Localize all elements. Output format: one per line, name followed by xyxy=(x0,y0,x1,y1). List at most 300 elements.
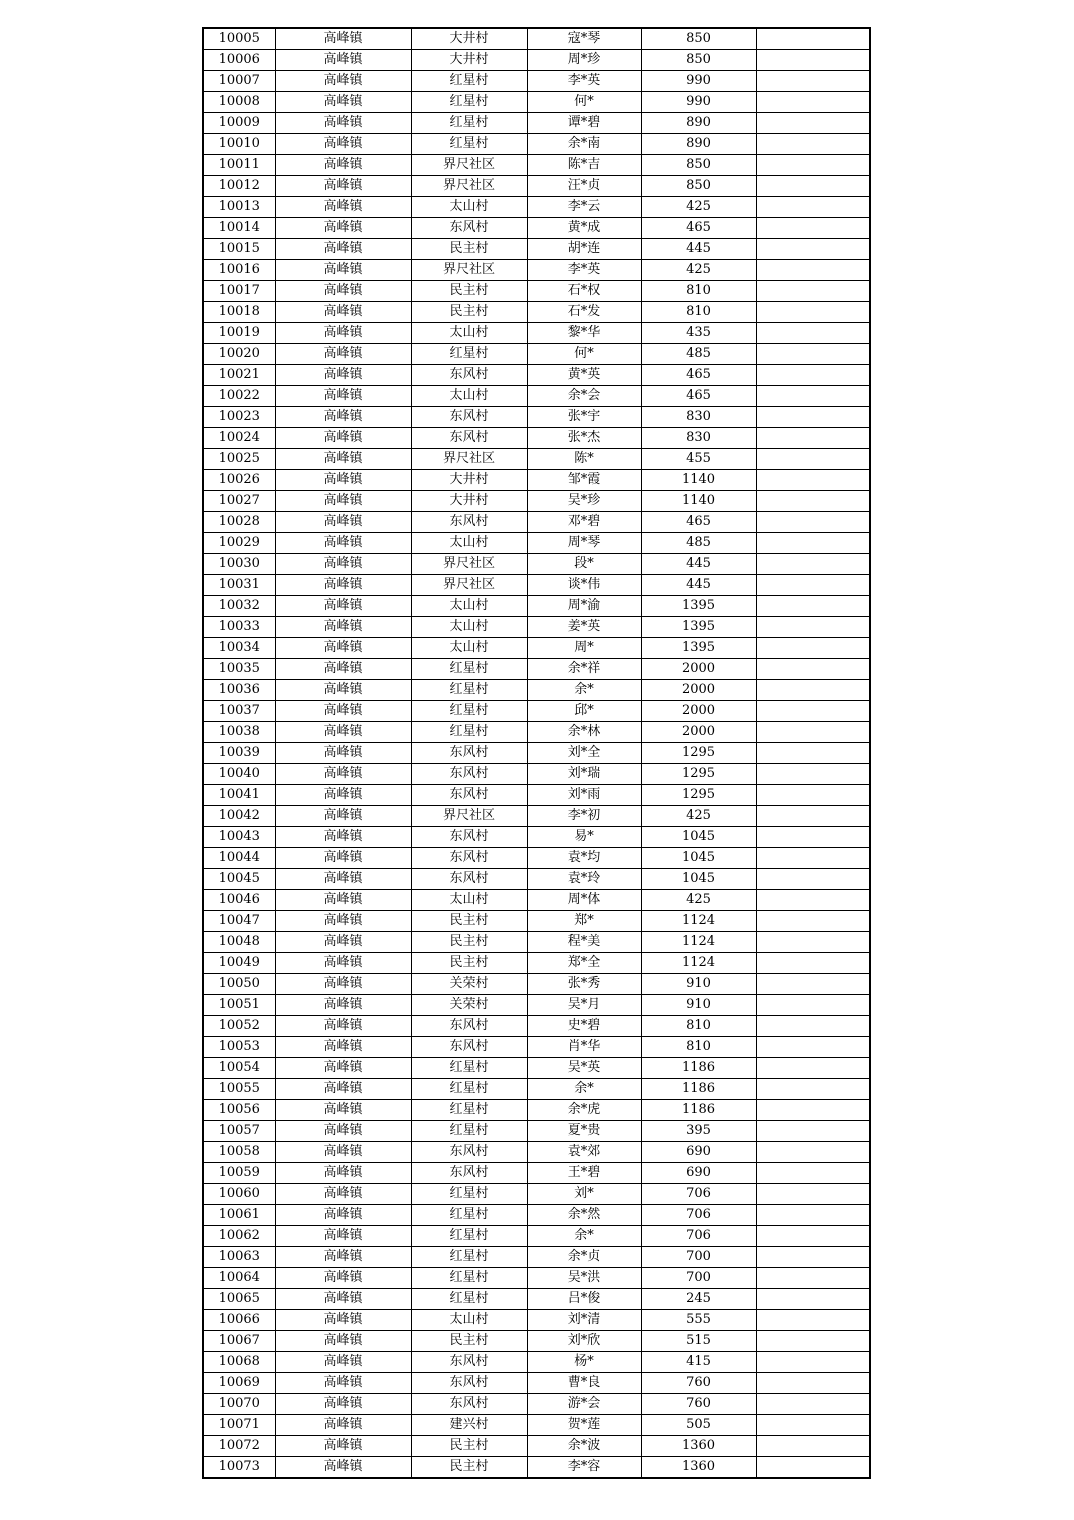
id-cell: 10018 xyxy=(203,302,275,323)
id-cell: 10021 xyxy=(203,365,275,386)
table-row xyxy=(203,890,870,911)
table-row xyxy=(203,1394,870,1415)
table-row xyxy=(203,218,870,239)
amount-cell: 415 xyxy=(641,1352,756,1373)
id-cell: 10059 xyxy=(203,1163,275,1184)
table-row xyxy=(203,932,870,953)
note-cell xyxy=(756,869,870,890)
table-row xyxy=(203,974,870,995)
name-cell: 余*会 xyxy=(527,386,641,407)
table-row xyxy=(203,239,870,260)
village-cell: 红星村 xyxy=(411,1247,527,1268)
town-cell: 高峰镇 xyxy=(275,260,411,281)
village-cell: 红星村 xyxy=(411,680,527,701)
note-cell xyxy=(756,1205,870,1226)
amount-cell: 1186 xyxy=(641,1079,756,1100)
village-cell: 建兴村 xyxy=(411,1415,527,1436)
name-cell: 王*碧 xyxy=(527,1163,641,1184)
note-cell xyxy=(756,260,870,281)
town-cell: 高峰镇 xyxy=(275,1310,411,1331)
name-cell: 游*会 xyxy=(527,1394,641,1415)
name-cell: 周* xyxy=(527,638,641,659)
town-cell: 高峰镇 xyxy=(275,533,411,554)
village-cell: 太山村 xyxy=(411,197,527,218)
note-cell xyxy=(756,218,870,239)
amount-cell: 425 xyxy=(641,806,756,827)
town-cell: 高峰镇 xyxy=(275,638,411,659)
town-cell: 高峰镇 xyxy=(275,71,411,92)
id-cell: 10020 xyxy=(203,344,275,365)
town-cell: 高峰镇 xyxy=(275,1352,411,1373)
amount-cell: 1140 xyxy=(641,470,756,491)
note-cell xyxy=(756,1394,870,1415)
note-cell xyxy=(756,785,870,806)
village-cell: 东风村 xyxy=(411,1352,527,1373)
town-cell: 高峰镇 xyxy=(275,28,411,50)
id-cell: 10038 xyxy=(203,722,275,743)
id-cell: 10055 xyxy=(203,1079,275,1100)
table-row xyxy=(203,491,870,512)
id-cell: 10031 xyxy=(203,575,275,596)
name-cell: 李*英 xyxy=(527,71,641,92)
note-cell xyxy=(756,1268,870,1289)
note-cell xyxy=(756,827,870,848)
amount-cell: 1186 xyxy=(641,1058,756,1079)
name-cell: 史*碧 xyxy=(527,1016,641,1037)
id-cell: 10014 xyxy=(203,218,275,239)
table-row xyxy=(203,1415,870,1436)
note-cell xyxy=(756,1331,870,1352)
amount-cell: 2000 xyxy=(641,701,756,722)
name-cell: 张*宇 xyxy=(527,407,641,428)
name-cell: 谭*碧 xyxy=(527,113,641,134)
table-row xyxy=(203,155,870,176)
name-cell: 刘*欣 xyxy=(527,1331,641,1352)
note-cell xyxy=(756,302,870,323)
village-cell: 太山村 xyxy=(411,617,527,638)
village-cell: 东风村 xyxy=(411,827,527,848)
note-cell xyxy=(756,1058,870,1079)
village-cell: 东风村 xyxy=(411,764,527,785)
table-row xyxy=(203,869,870,890)
town-cell: 高峰镇 xyxy=(275,575,411,596)
name-cell: 余*南 xyxy=(527,134,641,155)
town-cell: 高峰镇 xyxy=(275,1016,411,1037)
town-cell: 高峰镇 xyxy=(275,911,411,932)
name-cell: 张*秀 xyxy=(527,974,641,995)
note-cell xyxy=(756,344,870,365)
name-cell: 段* xyxy=(527,554,641,575)
village-cell: 太山村 xyxy=(411,638,527,659)
village-cell: 民主村 xyxy=(411,1331,527,1352)
table-row xyxy=(203,302,870,323)
name-cell: 周*体 xyxy=(527,890,641,911)
name-cell: 石*发 xyxy=(527,302,641,323)
name-cell: 吴*英 xyxy=(527,1058,641,1079)
id-cell: 10049 xyxy=(203,953,275,974)
name-cell: 谈*伟 xyxy=(527,575,641,596)
id-cell: 10057 xyxy=(203,1121,275,1142)
village-cell: 东风村 xyxy=(411,743,527,764)
id-cell: 10016 xyxy=(203,260,275,281)
town-cell: 高峰镇 xyxy=(275,1163,411,1184)
table-row xyxy=(203,848,870,869)
id-cell: 10006 xyxy=(203,50,275,71)
amount-cell: 810 xyxy=(641,1016,756,1037)
name-cell: 邱* xyxy=(527,701,641,722)
village-cell: 红星村 xyxy=(411,659,527,680)
id-cell: 10042 xyxy=(203,806,275,827)
town-cell: 高峰镇 xyxy=(275,1121,411,1142)
village-cell: 大井村 xyxy=(411,50,527,71)
amount-cell: 1395 xyxy=(641,617,756,638)
name-cell: 黎*华 xyxy=(527,323,641,344)
note-cell xyxy=(756,449,870,470)
town-cell: 高峰镇 xyxy=(275,386,411,407)
amount-cell: 245 xyxy=(641,1289,756,1310)
village-cell: 民主村 xyxy=(411,239,527,260)
table-row xyxy=(203,134,870,155)
village-cell: 红星村 xyxy=(411,71,527,92)
amount-cell: 485 xyxy=(641,533,756,554)
note-cell xyxy=(756,281,870,302)
amount-cell: 455 xyxy=(641,449,756,470)
note-cell xyxy=(756,28,870,50)
table-row xyxy=(203,281,870,302)
amount-cell: 890 xyxy=(641,113,756,134)
id-cell: 10037 xyxy=(203,701,275,722)
note-cell xyxy=(756,638,870,659)
village-cell: 红星村 xyxy=(411,1184,527,1205)
village-cell: 界尺社区 xyxy=(411,806,527,827)
note-cell xyxy=(756,848,870,869)
table-row xyxy=(203,176,870,197)
id-cell: 10023 xyxy=(203,407,275,428)
name-cell: 刘*雨 xyxy=(527,785,641,806)
town-cell: 高峰镇 xyxy=(275,1184,411,1205)
table-row xyxy=(203,71,870,92)
amount-cell: 706 xyxy=(641,1205,756,1226)
village-cell: 东风村 xyxy=(411,1142,527,1163)
name-cell: 曹*良 xyxy=(527,1373,641,1394)
name-cell: 姜*英 xyxy=(527,617,641,638)
town-cell: 高峰镇 xyxy=(275,239,411,260)
village-cell: 红星村 xyxy=(411,92,527,113)
name-cell: 周*渝 xyxy=(527,596,641,617)
village-cell: 东风村 xyxy=(411,1373,527,1394)
id-cell: 10009 xyxy=(203,113,275,134)
town-cell: 高峰镇 xyxy=(275,869,411,890)
village-cell: 太山村 xyxy=(411,1310,527,1331)
id-cell: 10071 xyxy=(203,1415,275,1436)
note-cell xyxy=(756,176,870,197)
amount-cell: 1124 xyxy=(641,932,756,953)
name-cell: 吴*洪 xyxy=(527,1268,641,1289)
town-cell: 高峰镇 xyxy=(275,1457,411,1479)
table-row xyxy=(203,1016,870,1037)
id-cell: 10005 xyxy=(203,28,275,50)
amount-cell: 1045 xyxy=(641,869,756,890)
name-cell: 李*容 xyxy=(527,1457,641,1479)
town-cell: 高峰镇 xyxy=(275,470,411,491)
town-cell: 高峰镇 xyxy=(275,848,411,869)
town-cell: 高峰镇 xyxy=(275,1373,411,1394)
table-row xyxy=(203,1436,870,1457)
amount-cell: 1045 xyxy=(641,827,756,848)
note-cell xyxy=(756,197,870,218)
table-row xyxy=(203,365,870,386)
note-cell xyxy=(756,659,870,680)
town-cell: 高峰镇 xyxy=(275,617,411,638)
table-row xyxy=(203,470,870,491)
town-cell: 高峰镇 xyxy=(275,743,411,764)
village-cell: 关荣村 xyxy=(411,974,527,995)
town-cell: 高峰镇 xyxy=(275,1436,411,1457)
table-row xyxy=(203,28,870,50)
village-cell: 红星村 xyxy=(411,722,527,743)
town-cell: 高峰镇 xyxy=(275,1058,411,1079)
note-cell xyxy=(756,1037,870,1058)
name-cell: 袁*玲 xyxy=(527,869,641,890)
note-cell xyxy=(756,911,870,932)
amount-cell: 850 xyxy=(641,155,756,176)
table-row xyxy=(203,512,870,533)
amount-cell: 830 xyxy=(641,407,756,428)
town-cell: 高峰镇 xyxy=(275,1037,411,1058)
id-cell: 10058 xyxy=(203,1142,275,1163)
amount-cell: 1140 xyxy=(641,491,756,512)
name-cell: 余* xyxy=(527,680,641,701)
name-cell: 何* xyxy=(527,92,641,113)
town-cell: 高峰镇 xyxy=(275,827,411,848)
town-cell: 高峰镇 xyxy=(275,1394,411,1415)
amount-cell: 830 xyxy=(641,428,756,449)
id-cell: 10050 xyxy=(203,974,275,995)
name-cell: 袁*均 xyxy=(527,848,641,869)
id-cell: 10048 xyxy=(203,932,275,953)
note-cell xyxy=(756,974,870,995)
town-cell: 高峰镇 xyxy=(275,974,411,995)
id-cell: 10065 xyxy=(203,1289,275,1310)
village-cell: 东风村 xyxy=(411,365,527,386)
note-cell xyxy=(756,1016,870,1037)
village-cell: 红星村 xyxy=(411,1058,527,1079)
name-cell: 余* xyxy=(527,1226,641,1247)
table-row xyxy=(203,1268,870,1289)
table-row xyxy=(203,1205,870,1226)
town-cell: 高峰镇 xyxy=(275,218,411,239)
name-cell: 余*波 xyxy=(527,1436,641,1457)
amount-cell: 465 xyxy=(641,218,756,239)
amount-cell: 1124 xyxy=(641,911,756,932)
id-cell: 10072 xyxy=(203,1436,275,1457)
name-cell: 郑*全 xyxy=(527,953,641,974)
note-cell xyxy=(756,1289,870,1310)
amount-cell: 515 xyxy=(641,1331,756,1352)
table-row xyxy=(203,659,870,680)
town-cell: 高峰镇 xyxy=(275,1226,411,1247)
note-cell xyxy=(756,1373,870,1394)
note-cell xyxy=(756,134,870,155)
town-cell: 高峰镇 xyxy=(275,155,411,176)
id-cell: 10008 xyxy=(203,92,275,113)
note-cell xyxy=(756,1100,870,1121)
note-cell xyxy=(756,386,870,407)
amount-cell: 445 xyxy=(641,554,756,575)
village-cell: 太山村 xyxy=(411,596,527,617)
note-cell xyxy=(756,554,870,575)
town-cell: 高峰镇 xyxy=(275,92,411,113)
amount-cell: 700 xyxy=(641,1247,756,1268)
town-cell: 高峰镇 xyxy=(275,323,411,344)
name-cell: 何* xyxy=(527,344,641,365)
village-cell: 东风村 xyxy=(411,218,527,239)
amount-cell: 1360 xyxy=(641,1436,756,1457)
village-cell: 界尺社区 xyxy=(411,575,527,596)
note-cell xyxy=(756,1079,870,1100)
village-cell: 界尺社区 xyxy=(411,260,527,281)
name-cell: 张*杰 xyxy=(527,428,641,449)
village-cell: 民主村 xyxy=(411,302,527,323)
id-cell: 10029 xyxy=(203,533,275,554)
village-cell: 红星村 xyxy=(411,344,527,365)
name-cell: 杨* xyxy=(527,1352,641,1373)
table-row xyxy=(203,1289,870,1310)
id-cell: 10035 xyxy=(203,659,275,680)
table-row xyxy=(203,428,870,449)
table-row xyxy=(203,1373,870,1394)
id-cell: 10069 xyxy=(203,1373,275,1394)
table-body xyxy=(203,28,870,1478)
village-cell: 红星村 xyxy=(411,113,527,134)
name-cell: 刘*清 xyxy=(527,1310,641,1331)
name-cell: 吴*月 xyxy=(527,995,641,1016)
town-cell: 高峰镇 xyxy=(275,50,411,71)
name-cell: 余*贞 xyxy=(527,1247,641,1268)
id-cell: 10039 xyxy=(203,743,275,764)
name-cell: 李*英 xyxy=(527,260,641,281)
table-row xyxy=(203,953,870,974)
table-row xyxy=(203,1100,870,1121)
village-cell: 东风村 xyxy=(411,1163,527,1184)
id-cell: 10043 xyxy=(203,827,275,848)
note-cell xyxy=(756,1142,870,1163)
table-row xyxy=(203,407,870,428)
town-cell: 高峰镇 xyxy=(275,1415,411,1436)
amount-cell: 445 xyxy=(641,575,756,596)
town-cell: 高峰镇 xyxy=(275,365,411,386)
table-row xyxy=(203,827,870,848)
village-cell: 东风村 xyxy=(411,1016,527,1037)
table-row xyxy=(203,722,870,743)
town-cell: 高峰镇 xyxy=(275,134,411,155)
amount-cell: 425 xyxy=(641,260,756,281)
id-cell: 10056 xyxy=(203,1100,275,1121)
note-cell xyxy=(756,1163,870,1184)
amount-cell: 760 xyxy=(641,1394,756,1415)
town-cell: 高峰镇 xyxy=(275,344,411,365)
table-row xyxy=(203,1037,870,1058)
id-cell: 10045 xyxy=(203,869,275,890)
id-cell: 10015 xyxy=(203,239,275,260)
amount-cell: 485 xyxy=(641,344,756,365)
note-cell xyxy=(756,113,870,134)
town-cell: 高峰镇 xyxy=(275,995,411,1016)
amount-cell: 465 xyxy=(641,386,756,407)
table-row xyxy=(203,806,870,827)
note-cell xyxy=(756,428,870,449)
town-cell: 高峰镇 xyxy=(275,1100,411,1121)
village-cell: 红星村 xyxy=(411,1205,527,1226)
name-cell: 肖*华 xyxy=(527,1037,641,1058)
id-cell: 10036 xyxy=(203,680,275,701)
note-cell xyxy=(756,155,870,176)
amount-cell: 465 xyxy=(641,512,756,533)
name-cell: 李*初 xyxy=(527,806,641,827)
name-cell: 吕*俊 xyxy=(527,1289,641,1310)
amount-cell: 990 xyxy=(641,92,756,113)
id-cell: 10025 xyxy=(203,449,275,470)
table-row xyxy=(203,1079,870,1100)
table-row xyxy=(203,596,870,617)
name-cell: 石*权 xyxy=(527,281,641,302)
note-cell xyxy=(756,1415,870,1436)
table-row xyxy=(203,113,870,134)
amount-cell: 555 xyxy=(641,1310,756,1331)
table-row xyxy=(203,1352,870,1373)
amount-cell: 1186 xyxy=(641,1100,756,1121)
table-row xyxy=(203,1121,870,1142)
id-cell: 10052 xyxy=(203,1016,275,1037)
amount-cell: 910 xyxy=(641,995,756,1016)
table-row xyxy=(203,92,870,113)
name-cell: 吴*珍 xyxy=(527,491,641,512)
note-cell xyxy=(756,575,870,596)
town-cell: 高峰镇 xyxy=(275,1142,411,1163)
id-cell: 10051 xyxy=(203,995,275,1016)
town-cell: 高峰镇 xyxy=(275,302,411,323)
town-cell: 高峰镇 xyxy=(275,932,411,953)
id-cell: 10011 xyxy=(203,155,275,176)
village-cell: 界尺社区 xyxy=(411,554,527,575)
id-cell: 10024 xyxy=(203,428,275,449)
table-row xyxy=(203,680,870,701)
amount-cell: 810 xyxy=(641,281,756,302)
id-cell: 10047 xyxy=(203,911,275,932)
note-cell xyxy=(756,365,870,386)
town-cell: 高峰镇 xyxy=(275,659,411,680)
note-cell xyxy=(756,1457,870,1479)
village-cell: 东风村 xyxy=(411,848,527,869)
village-cell: 大井村 xyxy=(411,470,527,491)
village-cell: 民主村 xyxy=(411,281,527,302)
id-cell: 10060 xyxy=(203,1184,275,1205)
amount-cell: 1295 xyxy=(641,764,756,785)
table-row xyxy=(203,1058,870,1079)
amount-cell: 1295 xyxy=(641,743,756,764)
name-cell: 夏*贵 xyxy=(527,1121,641,1142)
village-cell: 东风村 xyxy=(411,512,527,533)
amount-cell: 395 xyxy=(641,1121,756,1142)
village-cell: 太山村 xyxy=(411,533,527,554)
id-cell: 10063 xyxy=(203,1247,275,1268)
amount-cell: 690 xyxy=(641,1163,756,1184)
name-cell: 刘* xyxy=(527,1184,641,1205)
village-cell: 关荣村 xyxy=(411,995,527,1016)
note-cell xyxy=(756,71,870,92)
name-cell: 余* xyxy=(527,1079,641,1100)
table-row xyxy=(203,344,870,365)
